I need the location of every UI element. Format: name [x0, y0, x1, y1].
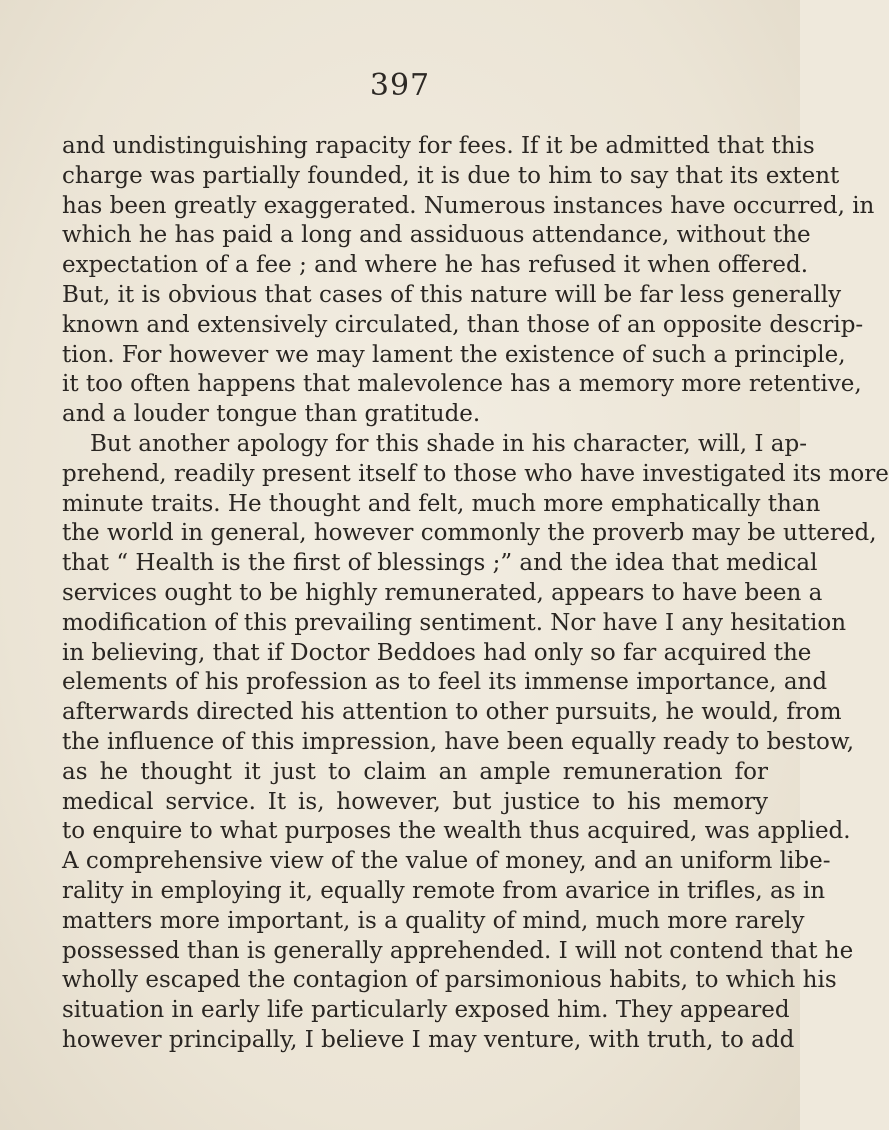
- text-line-paragraph-end: and a louder tongue than gratitude.: [62, 401, 481, 428]
- text-line: however principally, I believe I may venture, with truth, to add: [62, 1026, 795, 1053]
- text-line-paragraph-start: But another apology for this shade in his character, will, I ap-: [90, 430, 807, 457]
- text-line: elements of his profession as to feel its immense importance, and: [62, 669, 828, 696]
- text-line: the influence of this impression, have been equally ready to bestow,: [62, 728, 855, 755]
- text-line: in believing, that if Doctor Beddoes had only so far acquired the: [62, 639, 812, 666]
- text-line: wholly escaped the contagion of parsimonious habits, to which his: [62, 967, 837, 994]
- body-text: [62, 132, 889, 1056]
- text-line: which he has paid a long and assiduous attendance, without the: [62, 222, 811, 249]
- text-line: tion. For however we may lament the existence of such a principle,: [62, 341, 846, 368]
- text-line: modification of this prevailing sentiment. Nor have I any hesitation: [62, 609, 847, 636]
- text-line: expectation of a fee ; and where he has refused it when offered.: [62, 252, 809, 279]
- text-line: known and extensively circulated, than those of an opposite descrip-: [62, 311, 864, 338]
- text-line: has been greatly exaggerated. Numerous instances have occurred, in: [62, 192, 875, 219]
- text-line: But, it is obvious that cases of this nature will be far less generally: [62, 281, 842, 308]
- text-line: charge was partially founded, it is due to him to say that its extent: [62, 162, 840, 189]
- text-line: afterwards directed his attention to other pursuits, he would, from: [62, 699, 842, 726]
- text-line: situation in early life particularly exposed him. They appeared: [62, 997, 790, 1024]
- text-line: rality in employing it, equally remote from avarice in trifles, as in: [62, 877, 826, 904]
- text-line: medical service. It is, however, but justice to his memory: [62, 788, 768, 815]
- text-line: A comprehensive view of the value of money, and an uniform libe-: [62, 848, 831, 875]
- text-line: services ought to be highly remunerated, appears to have been a: [62, 579, 823, 606]
- text-line: that “ Health is the first of blessings ;” and the idea that medical: [62, 550, 818, 577]
- text-line: as he thought it just to claim an ample remuneration for: [62, 758, 768, 785]
- page-number: 397: [369, 68, 431, 103]
- text-line: prehend, readily present itself to those who have investigated its more: [62, 460, 889, 487]
- text-line: the world in general, however commonly the proverb may be uttered,: [62, 520, 877, 547]
- text-line: minute traits. He thought and felt, much more emphatically than: [62, 490, 821, 517]
- text-line: it too often happens that malevolence has a memory more retentive,: [62, 371, 862, 398]
- text-line: to enquire to what purposes the wealth thus acquired, was applied.: [62, 818, 851, 845]
- text-line: and undistinguishing rapacity for fees. If it be admitted that this: [62, 133, 815, 159]
- text-line: matters more important, is a quality of mind, much more rarely: [62, 907, 805, 934]
- text-line: possessed than is generally apprehended. I will not contend that he: [62, 937, 854, 964]
